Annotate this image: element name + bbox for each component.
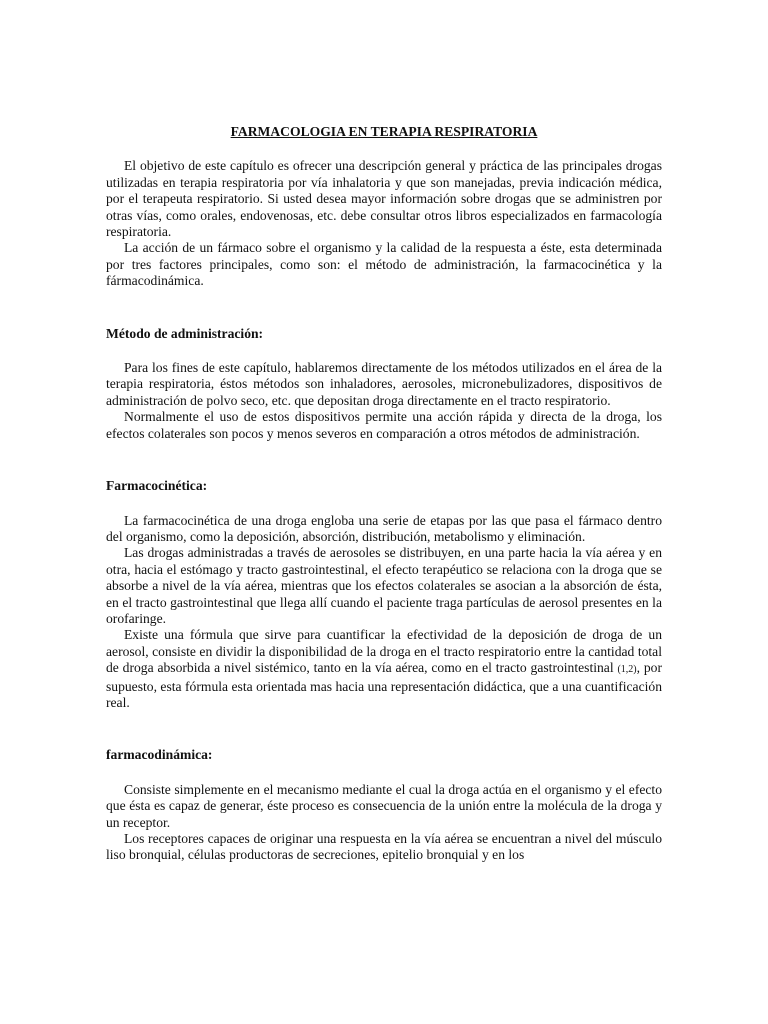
spacer xyxy=(106,290,662,326)
document-page xyxy=(106,124,662,864)
formula-text-before: Existe una fórmula que sirve para cuantificar la efectividad de la deposición de droga de un aerosol, consiste en dividir la disponibilidad de la droga en el tracto respiratorio entre la cantidad total de droga absorbida a nivel sistémico, tanto en la vía aérea, como en el tracto gastrointestinal xyxy=(106,627,662,676)
document-title: FARMACOLOGIA EN TERAPIA RESPIRATORIA xyxy=(230,124,538,139)
metodo-paragraph-2: Normalmente el uso de estos dispositivos permite una acción rápida y directa de la droga, los efectos colaterales son pocos y menos severos en comparación a otros métodos de administración. xyxy=(106,409,662,441)
farmacodinamica-paragraph-2: Los receptores capaces de originar una respuesta en la vía aérea se encuentran a nivel del músculo liso bronquial, células productoras de secreciones, epitelio bronquial y en los xyxy=(106,831,662,863)
farmacocinetica-paragraph-1: La farmacocinética de una droga engloba una serie de etapas por las que pasa el fármaco dentro del organismo, como la deposición, absorción, distribución, metabolismo y eliminación. xyxy=(106,512,662,544)
section-heading-metodo: Método de administración: xyxy=(106,325,264,341)
spacer xyxy=(106,764,662,782)
spacer xyxy=(106,711,662,747)
spacer xyxy=(106,342,662,360)
farmacodinamica-paragraph-1: Consiste simplemente en el mecanismo mediante el cual la droga actúa en el organismo y el efecto que ésta es capaz de generar, éste proceso es consecuencia de la unión entre la molécula de la droga y un receptor. xyxy=(106,781,662,830)
intro-paragraph-2: La acción de un fármaco sobre el organismo y la calidad de la respuesta a éste, esta determinada por tres factores principales, como son: el método de administración, la farmacocinética y la fármacodinámica. xyxy=(106,240,662,289)
formula-text-after: , por supuesto, esta fórmula esta orientada mas hacia una representación didáctica, que a una cuantificación real. xyxy=(106,660,663,710)
section-heading-farmacodinamica: farmacodinámica: xyxy=(106,747,213,763)
spacer xyxy=(106,495,662,513)
section-heading-farmacocinetica: Farmacocinética: xyxy=(106,478,208,494)
metodo-paragraph-1: Para los fines de este capítulo, hablaremos directamente de los métodos utilizados en el área de la terapia respiratoria, éstos métodos son inhaladores, aerosoles, micronebulizadores, dispositivos de administración de polvo seco, etc. que depositan droga directamente en el tracto respiratorio. xyxy=(106,360,662,408)
farmacocinetica-paragraph-2: Las drogas administradas a través de aerosoles se distribuyen, en una parte hacia la vía aérea y en otra, hacia el estómago y tracto gastrointestinal, el efecto terapéutico se relaciona con la droga que se absorbe a nivel de la vía aérea, mientras que los efectos colaterales se asocian a la absorción de ésta, en el tracto gastrointestinal que llega allí cuando el paciente traga partículas de aerosol presentes en la orofaringe. xyxy=(106,545,662,626)
farmacocinetica-paragraph-3 xyxy=(106,627,662,711)
intro-paragraph-1: El objetivo de este capítulo es ofrecer una descripción general y práctica de las principales drogas utilizadas en terapia respiratoria por vía inhalatoria y que son manejadas, previa indicación médica, por el terapeuta respiratorio. Si usted desea mayor información sobre drogas que se administren por otras vías, como orales, endovenosas, etc. debe consultar otros libros especializados en farmacología respiratoria. xyxy=(106,158,662,240)
spacer xyxy=(106,442,662,478)
citation-reference: (1,2) xyxy=(617,664,637,676)
